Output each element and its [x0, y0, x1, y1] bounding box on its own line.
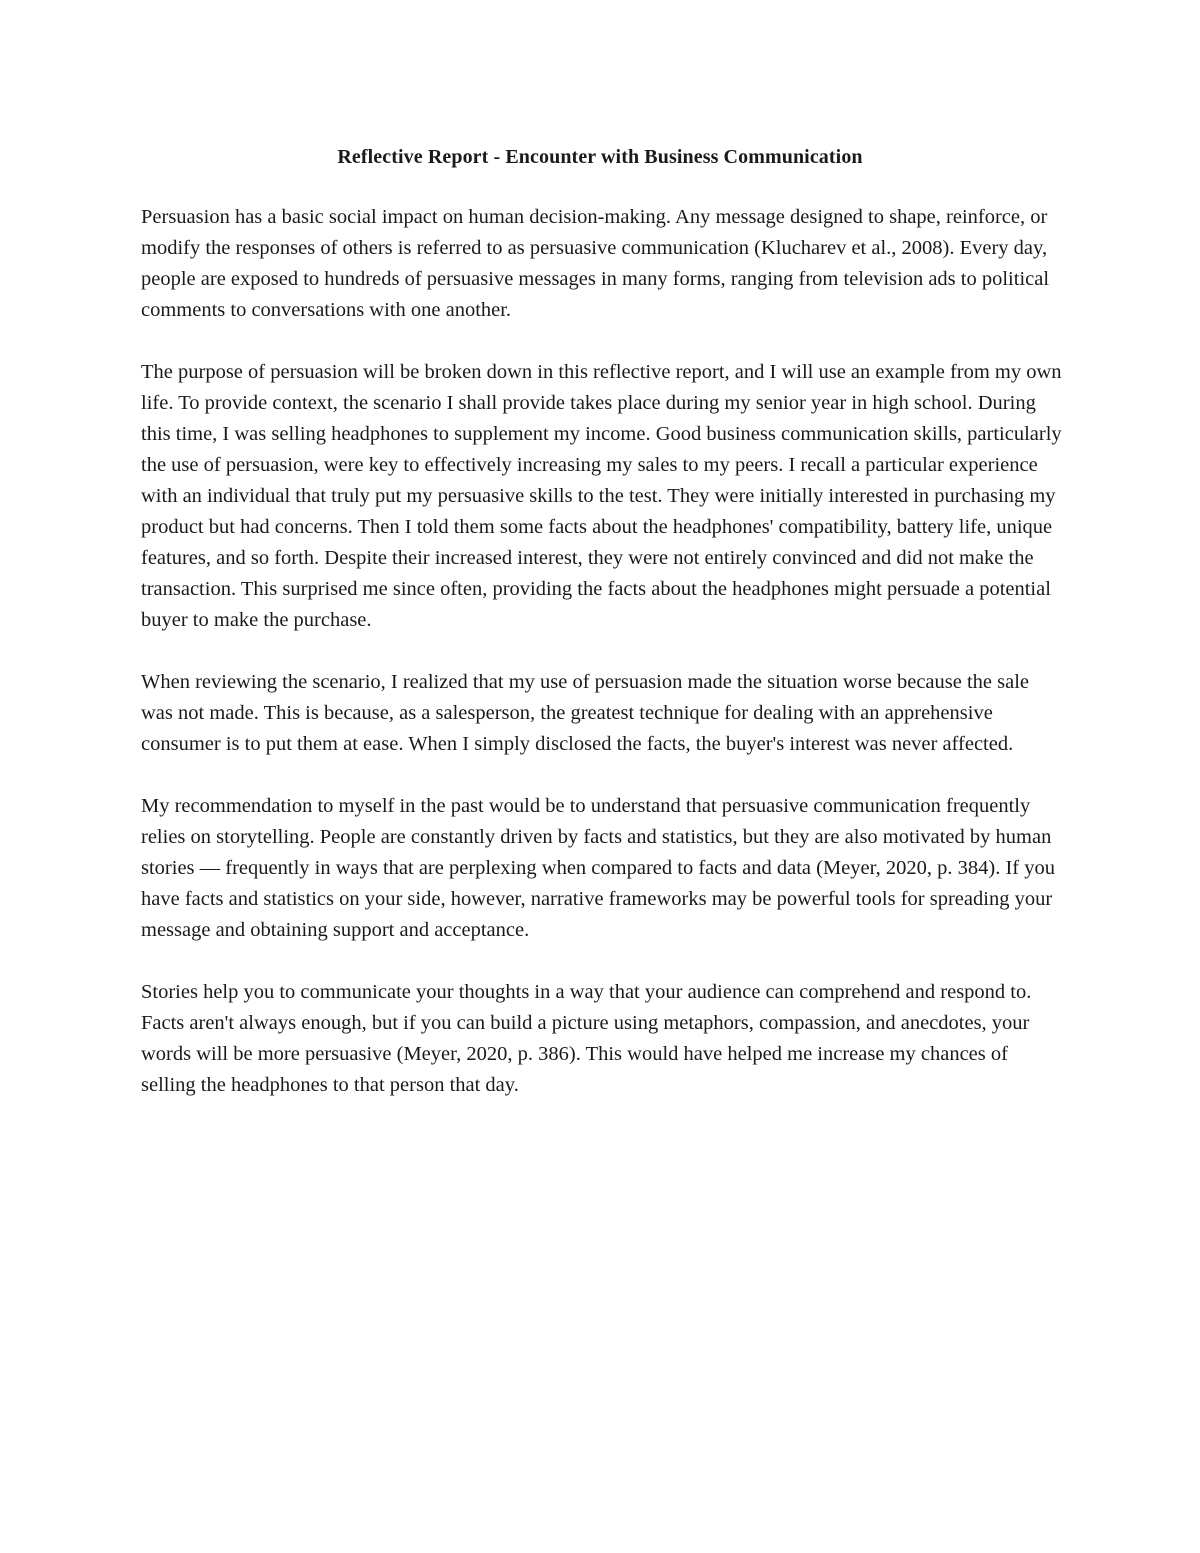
document-body — [141, 202, 1065, 1132]
document-title: Reflective Report - Encounter with Business Communication — [337, 146, 863, 168]
paragraph-review: When reviewing the scenario, I realized that my use of persuasion made the situation worse because the sale was not made. This is because, as a salesperson, the greatest technique for dealing with an apprehensive consumer is to put them at ease. When I simply disclosed the facts, the buyer's interest was never affected. — [141, 671, 1030, 755]
paragraph-scenario: The purpose of persuasion will be broken down in this reflective report, and I will use an example from my own life. To provide context, the scenario I shall provide takes place during my senior year in high school. During this time, I was selling headphones to supplement my income. Good business communication skills, particularly the use of persuasion, were key to effectively increasing my sales to my peers. I recall a particular experience with an individual that truly put my persuasive skills to the test. They were initially interested in purchasing my product but had concerns. Then I told them some facts about the headphones' compatibility, battery life, unique features, and so forth. Despite their increased interest, they were not entirely convinced and did not make the transaction. This surprised me since often, providing the facts about the headphones might persuade a potential buyer to make the purchase. — [141, 361, 1062, 631]
paragraph-intro: Persuasion has a basic social impact on human decision-making. Any message designed to shape, reinforce, or modify the responses of others is referred to as persuasive communication (Klucharev et al., 2008). Every day, people are exposed to hundreds of persuasive messages in many forms, ranging from television ads to political comments to conversations with one another. — [141, 206, 1050, 321]
paragraph-recommendation: My recommendation to myself in the past would be to understand that persuasive communication frequently relies on storytelling. People are constantly driven by facts and statistics, but they are also motivated by human stories — frequently in ways that are perplexing when compared to facts and data (Meyer, 2020, p. 384). If you have facts and statistics on your side, however, narrative frameworks may be powerful tools for spreading your message and obtaining support and acceptance. — [141, 795, 1055, 941]
paragraph-stories: Stories help you to communicate your thoughts in a way that your audience can comprehend and respond to. Facts aren't always enough, but if you can build a picture using metaphors, compassion, and anecdotes, your words will be more persuasive (Meyer, 2020, p. 386). This would have helped me increase my chances of selling the headphones to that person that day. — [141, 981, 1032, 1096]
